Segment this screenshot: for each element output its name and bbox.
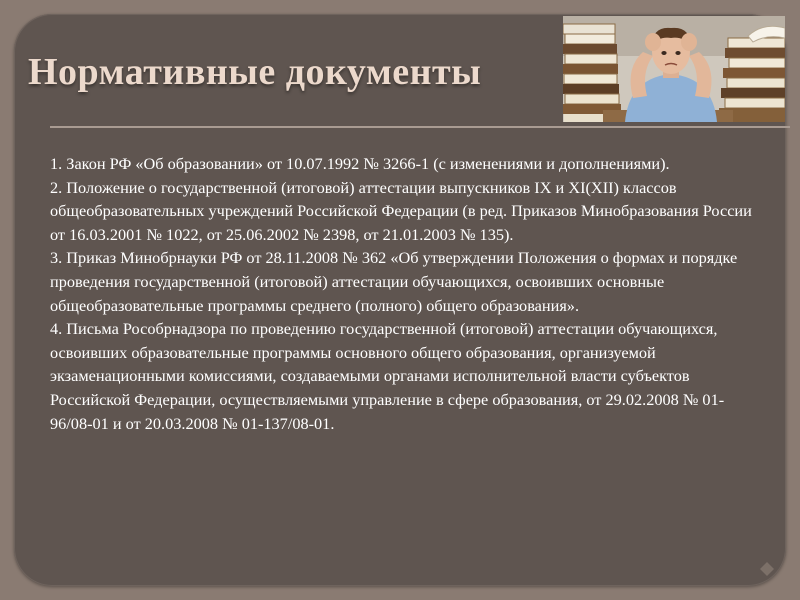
student-with-books-photo [563,16,785,122]
list-item: 2. Положение о государственной (итоговой) аттестации выпускников IX и XI(XII) классов общеобразовательных учреждений Российской Федерации (в ред. Приказов Минобразования России от 16.03.2001 № 1022, от 25.06.2002 № 2398, от 21.01.2003 № 135). [50,177,752,244]
list-item: 4. Письма Рособрнадзора по проведению государственной (итоговой) аттестации обучающихся, освоивших образовательные программы основного общего образования, организуемой экзаменационными комиссиями, создаваемыми органами исполнительной власти субъектов Российской Федерации, осуществляемыми управление в сфере образования, от 29.02.2008 № 01-96/08-01 и от 20.03.2008 № 01-137/08-01. [50,319,725,433]
list-item: 3. Приказ Минобрнауки РФ от 28.11.2008 № 362 «Об утверждении Положения о формах и порядке проведения государственной (итоговой) аттестации обучающихся, освоивших основные общеобразовательные программы среднего (полного) общего образования». [50,248,738,315]
title-divider [50,126,790,128]
documents-list [50,152,755,435]
list-item: 1. Закон РФ «Об образовании» от 10.07.1992 № 3266-1 (с изменениями и дополнениями). [50,154,670,173]
slide-title: Нормативные документы [28,51,482,93]
